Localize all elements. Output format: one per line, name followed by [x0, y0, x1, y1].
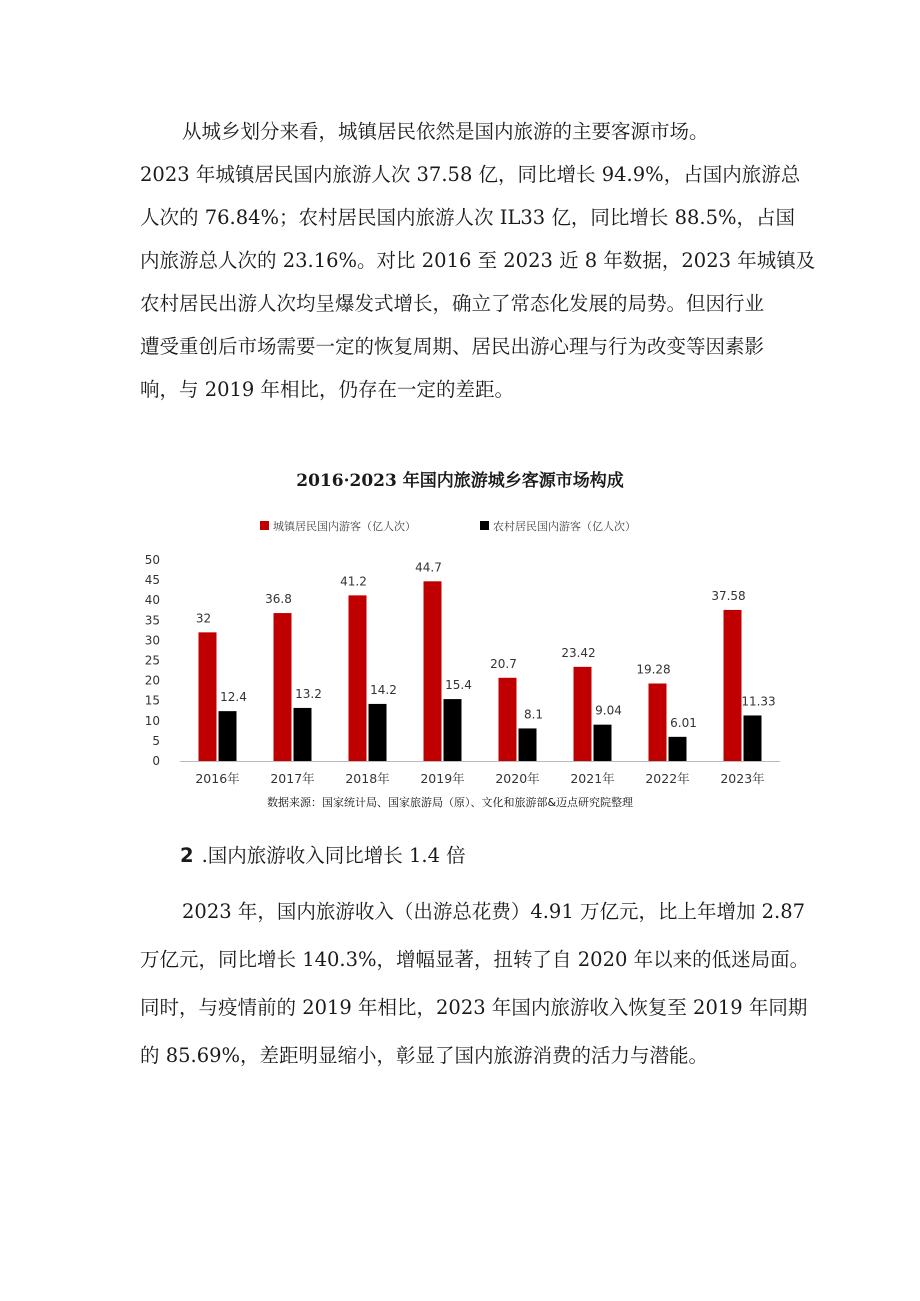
x-tick-label: 2022年 — [645, 771, 690, 786]
x-tick-label: 2016年 — [195, 771, 240, 786]
data-label: 37.58 — [711, 588, 746, 603]
data-label: 23.42 — [561, 645, 596, 660]
paragraph-line: 的 85.69%，差距明显缩小，彰显了国内旅游消费的活力与潜能。 — [140, 1044, 709, 1067]
bar-rural — [744, 715, 762, 761]
bar-rural — [444, 699, 462, 761]
section-number: 2 — [180, 844, 194, 867]
data-label: 36.8 — [265, 592, 292, 607]
x-tick-label: 2021年 — [570, 771, 615, 786]
paragraph-line: 万亿元，同比增长 140.3%，增幅显著，扭转了自 2020 年以来的低迷局面。 — [140, 948, 810, 971]
paragraph-revenue — [140, 888, 810, 1080]
paragraph-line: 农村居民出游人次均呈爆发式增长，确立了常态化发展的局势。但因行业 — [140, 292, 765, 315]
y-tick-label: 40 — [144, 593, 160, 608]
data-label: 14.2 — [370, 682, 397, 697]
legend-label: 农村居民国内游客（亿人次） — [493, 520, 636, 533]
bar-urban — [424, 581, 442, 761]
y-tick-label: 45 — [144, 573, 160, 588]
bar-rural — [369, 704, 387, 761]
y-tick-label: 35 — [144, 613, 160, 628]
data-label: 9.04 — [595, 703, 622, 718]
bar-rural — [219, 711, 237, 761]
y-tick-label: 30 — [144, 633, 160, 648]
bar-urban — [199, 632, 217, 761]
data-label: 41.2 — [340, 574, 367, 589]
y-tick-label: 0 — [152, 754, 160, 768]
data-label: 19.28 — [636, 662, 671, 677]
paragraph-line: 2023 年城镇居民国内旅游人次 37.58 亿，同比增长 94.9%，占国内旅游总 — [140, 163, 801, 186]
paragraph-urban-rural — [140, 110, 816, 411]
x-tick-label: 2023年 — [720, 771, 765, 786]
data-label: 20.7 — [490, 656, 517, 671]
legend-swatch — [480, 521, 489, 530]
data-label: 11.33 — [741, 694, 776, 709]
legend-label: 城镇居民国内游客（亿人次） — [273, 520, 416, 533]
paragraph-line: 从城乡划分来看，城镇居民依然是国内旅游的主要客源市场。 — [182, 120, 709, 143]
paragraph-line: 2023 年，国内旅游收入（出游总花费）4.91 万亿元，比上年增加 2.87 — [182, 900, 806, 923]
chart-source-note: 数据来源：国家统计局、国家旅游局（原）、文化和旅游部&迈点研究院整理 — [266, 796, 634, 809]
x-tick-label: 2018年 — [345, 771, 390, 786]
paragraph-line: 响，与 2019 年相比，仍存在一定的差距。 — [140, 378, 515, 401]
data-label: 6.01 — [670, 715, 697, 730]
y-tick-label: 10 — [144, 713, 160, 728]
section-heading — [180, 840, 466, 868]
data-label: 13.2 — [295, 686, 322, 701]
bar-rural — [669, 737, 687, 761]
y-tick-label: 20 — [144, 673, 160, 688]
paragraph-line: 同时，与疫情前的 2019 年相比，2023 年国内旅游收入恢复至 2019 年同期 — [140, 996, 808, 1019]
bar-urban — [274, 613, 292, 761]
data-label: 8.1 — [523, 707, 544, 722]
bar-urban — [349, 595, 367, 761]
x-tick-label: 2017年 — [270, 771, 315, 786]
x-tick-label: 2019年 — [420, 771, 465, 786]
bar-urban — [574, 667, 592, 761]
paragraph-line: 人次的 76.84%；农村居民国内旅游人次 IL33 亿，同比增长 88.5%，占国 — [140, 206, 796, 229]
bar-urban — [724, 610, 742, 761]
bar-urban — [499, 678, 517, 761]
section-heading-text: .国内旅游收入同比增长 1.4 倍 — [201, 844, 466, 867]
bar-rural — [594, 725, 612, 761]
data-label: 32 — [195, 611, 212, 626]
y-tick-label: 50 — [144, 553, 160, 567]
x-tick-label: 2020年 — [495, 771, 540, 786]
data-label: 15.4 — [445, 678, 472, 693]
chart-svg — [140, 515, 790, 815]
data-label: 44.7 — [415, 560, 442, 575]
bar-rural — [519, 728, 537, 761]
paragraph-line: 遭受重创后市场需要一定的恢复周期、居民出游心理与行为改变等因素影 — [140, 335, 765, 358]
bar-urban — [649, 683, 667, 761]
y-tick-label: 5 — [152, 733, 160, 748]
legend-swatch — [260, 521, 269, 530]
paragraph-line: 内旅游总人次的 23.16%。对比 2016 至 2023 近 8 年数据，2023 年城镇及 — [140, 249, 816, 272]
bar-rural — [294, 708, 312, 761]
y-tick-label: 15 — [144, 693, 160, 708]
y-tick-label: 25 — [144, 653, 160, 668]
data-label: 12.4 — [220, 690, 247, 705]
chart-title: 2016·2023 年国内旅游城乡客源市场构成 — [296, 471, 624, 491]
bar-chart — [140, 515, 790, 815]
